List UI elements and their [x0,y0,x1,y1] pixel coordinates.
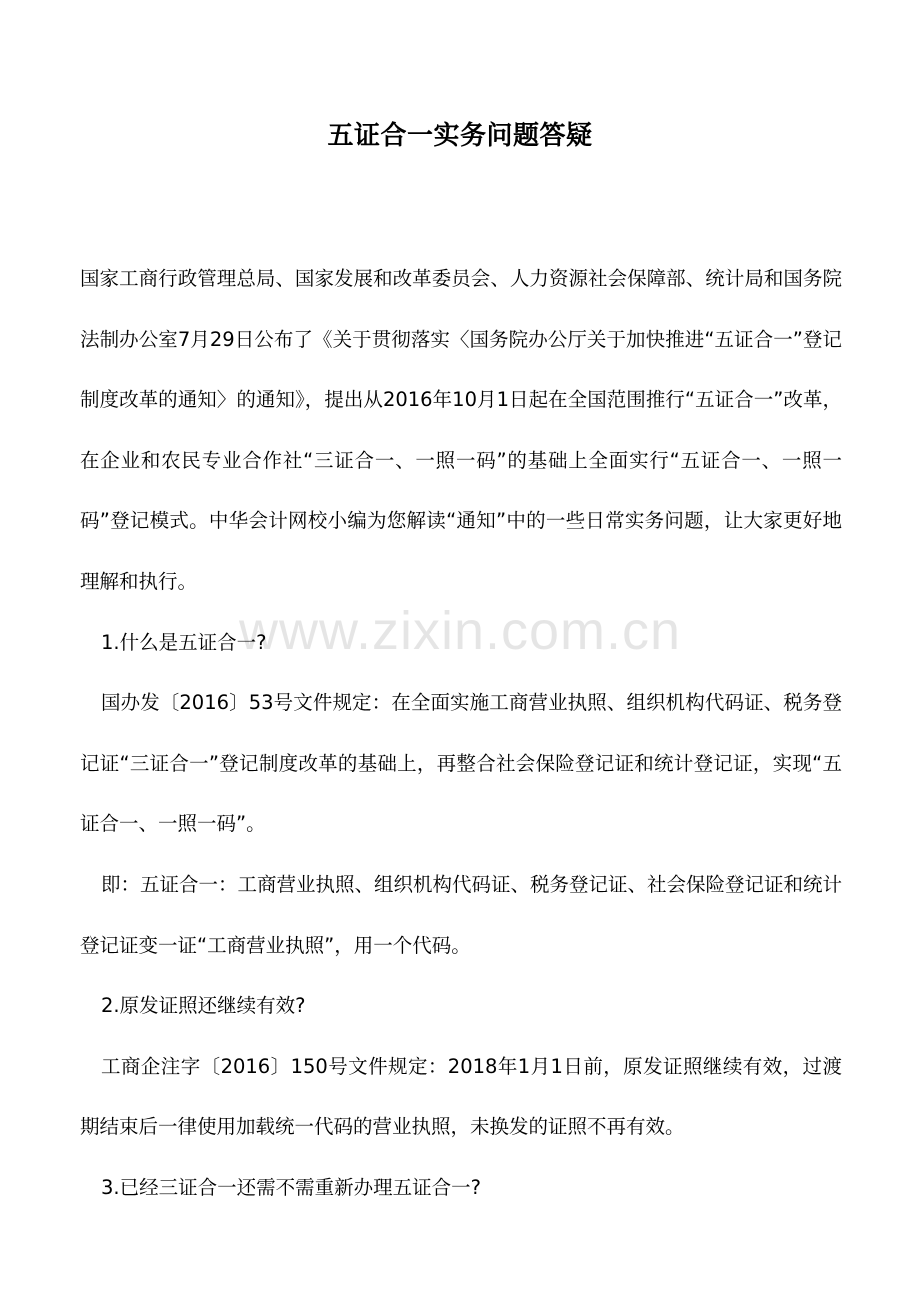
intro-paragraph: 国家工商行政管理总局、国家发展和改革委员会、人力资源社会保障部、统计局和国务院法制办公室7月29日公布了《关于贯彻落实〈国务院办公厅关于加快推进“五证合一”登记制度改革的通知〉的通知》，提出从2016年10月1日起在全国范围推行“五证合一”改革，在企业和农民专业合作社“三证合一、一照一码”的基础上全面实行“五证合一、一照一码”登记模式。中华会计网校小编为您解读“通知”中的一些日常实务问题，让大家更好地理解和执行。 [80,267,842,593]
site-watermark: www.zixin.com.cn [238,601,682,661]
answer-2-paragraph: 工商企注字〔2016〕150号文件规定：2018年1月1日前，原发证照继续有效，过渡期结束后一律使用加载统一代码的营业执照，未换发的证照不再有效。 [80,1054,842,1139]
answer-1-summary: 即：五证合一：工商营业执照、组织机构代码证、税务登记证、社会保险登记证和统计登记证变一证“工商营业执照”，用一个代码。 [80,872,843,957]
document-title: 五证合一实务问题答疑 [327,121,593,151]
question-3: 3.已经三证合一还需不需重新办理五证合一? [101,1175,481,1199]
question-2: 2.原发证照还继续有效? [101,994,306,1018]
question-1: 1.什么是五证合一? [101,630,267,654]
answer-1-paragraph: 国办发〔2016〕53号文件规定：在全面实施工商营业执照、组织机构代码证、税务登记证“三证合一”登记制度改革的基础上，再整合社会保险登记证和统计登记证，实现“五证合一、一照一码”。 [80,691,842,836]
document-body [80,249,842,1219]
